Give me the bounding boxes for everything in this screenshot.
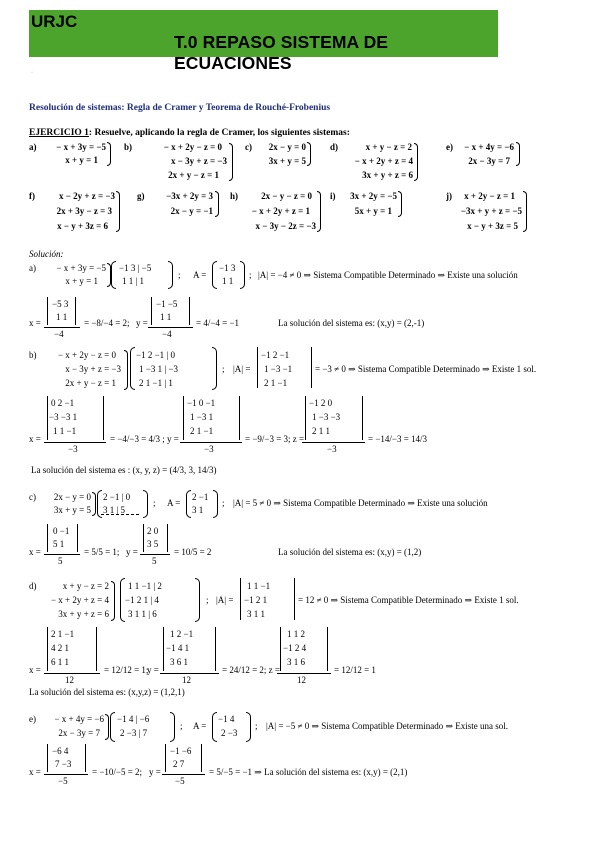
sol-b-y-num1: −1 0 −1 xyxy=(187,398,216,408)
section-title: Resolución de sistemas: Regla de Cramer y Teorema de Rouché-Frobenius xyxy=(29,103,331,113)
sol-d-y-den: 12 xyxy=(182,675,191,685)
sol-a-x-res: = −8/−4 = 2; xyxy=(84,318,130,328)
sol-e-y-label: y = xyxy=(149,767,161,777)
sol-e-y-bar-l xyxy=(165,744,166,772)
system-h-eq2: − x + 2y + z = 1 xyxy=(251,206,310,216)
sol-e-A-row2: 2 −3 xyxy=(221,728,238,738)
system-d-id: d) xyxy=(330,142,339,152)
sol-d-z-num2: −1 2 4 xyxy=(283,643,307,653)
solution-label: Solución: xyxy=(29,249,64,259)
system-e-id: e) xyxy=(446,142,453,152)
sol-e-x-num1: −6 4 xyxy=(52,746,69,756)
sol-e-aug-lparen xyxy=(110,712,115,742)
sol-c-sep2: ; xyxy=(222,498,225,508)
sol-d-eq2: − x + 2y + z = 4 xyxy=(50,595,109,605)
sol-b-det-row2: 1 −3 −1 xyxy=(264,364,293,374)
sol-d-det-text: = 12 ≠ 0 ⇒ Sistema Compatible Determinado ⇒ Existe 1 sol. xyxy=(298,595,519,605)
sol-b-det-bar-l xyxy=(257,347,258,388)
system-b-eq3: 2x + y − z = 1 xyxy=(168,170,219,180)
sol-d-x-num3: 6 1 1 xyxy=(51,657,69,667)
system-j-brace xyxy=(523,191,527,232)
sol-e-brace xyxy=(105,714,109,740)
system-j-id: j) xyxy=(446,191,452,201)
sol-a-A-row1: −1 3 xyxy=(219,263,236,273)
sol-b-y-label: y = xyxy=(167,434,179,444)
sol-e-aug-row1: −1 4 | −6 xyxy=(117,714,150,724)
system-a-id: a) xyxy=(29,142,37,152)
sol-d-eq1: x + y − z = 2 xyxy=(62,581,109,591)
sol-d-brace xyxy=(111,581,115,621)
sol-b-det-bar-r xyxy=(311,347,312,388)
sol-a-A-row2: 1 1 xyxy=(222,276,234,286)
system-g-brace xyxy=(215,191,219,217)
sol-b-sep: ; xyxy=(222,364,225,374)
sol-c-A-row2: 3 1 xyxy=(192,505,204,515)
system-i-brace xyxy=(398,191,402,217)
sol-b-x-res: = −4/−3 = 4/3 ; xyxy=(110,434,165,444)
sol-b-z-bar-r xyxy=(362,396,363,440)
sol-c-x-num1: 0 −1 xyxy=(53,526,70,536)
sol-a-y-bar-l xyxy=(151,297,152,325)
sol-e-A-rparen xyxy=(246,712,251,742)
sol-a-id: a) xyxy=(29,263,36,273)
sol-e-A-lparen xyxy=(212,712,217,742)
sol-c-x-label: x = xyxy=(29,547,41,557)
sol-e-x-res: = −10/−5 = 2; xyxy=(92,767,143,777)
system-g-eq2: 2x − y = −1 xyxy=(170,206,213,216)
sol-d-y-bar-r xyxy=(215,627,216,671)
sol-a-A-rparen xyxy=(240,261,245,289)
sol-d-y-bar-l xyxy=(163,627,164,671)
sol-d-aug-row3: 3 1 1 | 6 xyxy=(128,609,157,619)
sol-b-z-res: = −14/−3 = 14/3 xyxy=(368,434,428,444)
sol-d-aug-row2: −1 2 1 | 4 xyxy=(125,595,159,605)
sol-a-x-bar-r xyxy=(75,297,76,325)
sol-d-y-num2: −1 4 1 xyxy=(166,643,190,653)
sol-e-x-bar-l xyxy=(47,744,48,772)
title-banner xyxy=(29,10,498,73)
system-a-brace xyxy=(107,142,111,166)
system-j-eq3: x − y + 3z = 5 xyxy=(467,221,518,231)
sol-b-y-den: −3 xyxy=(204,444,214,454)
sol-e-aug-row2: 2 −3 | 7 xyxy=(120,728,148,738)
system-e-brace xyxy=(516,142,520,166)
sol-a-eq2: x + y = 1 xyxy=(65,276,98,286)
sol-d-result: La solución del sistema es: (x,y,z) = (1,2,1) xyxy=(29,687,185,697)
sol-d-z-res: = 12/12 = 1 xyxy=(334,665,376,675)
sol-b-y-num3: 2 1 −1 xyxy=(190,426,214,436)
system-b-eq2: x − 3y + z = −3 xyxy=(170,156,227,166)
sol-e-x-num2: 7 −3 xyxy=(55,759,72,769)
system-d-brace xyxy=(414,143,418,181)
exercise-heading xyxy=(29,128,350,138)
sol-b-eq1: − x + 2y − z = 0 xyxy=(57,350,116,360)
sol-e-det: |A| = −5 ≠ 0 ⇒ Sistema Compatible Determinado ⇒ Existe una sol. xyxy=(266,721,508,731)
sol-c-y-label: y = xyxy=(126,547,138,557)
sol-e-eq2: 2x − 3y = 7 xyxy=(58,728,100,738)
system-f-eq2: 2x + 3y − z = 3 xyxy=(56,206,112,216)
sol-e-x-den: −5 xyxy=(58,776,68,786)
sol-d-x-bar-l xyxy=(47,627,48,671)
sol-b-aug-row1: −1 2 −1 | 0 xyxy=(136,350,175,360)
sol-b-eq2: x − 3y + z = −3 xyxy=(65,364,121,374)
system-f-eq1: x − 2y + z = −3 xyxy=(58,191,115,201)
sol-d-det-bar-r xyxy=(294,578,295,620)
page-title: T.0 REPASO SISTEMA DE ECUACIONES xyxy=(174,32,389,73)
sol-a-x-num2: 1 1 xyxy=(56,312,68,322)
sol-c-A-row1: 2 −1 xyxy=(192,492,209,502)
sol-c-x-res: = 5/5 = 1; xyxy=(84,547,120,557)
sol-e-x-bar-r xyxy=(85,744,86,772)
sol-e-aug-rparen xyxy=(170,712,175,742)
sol-c-A-rparen xyxy=(213,490,218,518)
system-d-eq2: − x + 2y + z = 4 xyxy=(354,156,413,166)
sol-c-x-num2: 5 1 xyxy=(53,539,65,549)
sol-c-A-label: A = xyxy=(167,498,181,508)
system-f-id: f) xyxy=(29,191,35,201)
sol-a-det: |A| = −4 ≠ 0 ⇒ Sistema Compatible Determinado ⇒ Existe una solución xyxy=(258,270,518,280)
sol-b-z-num1: −1 2 0 xyxy=(309,398,333,408)
sol-a-x-num1: −5 3 xyxy=(52,299,69,309)
sol-b-aug-row3: 2 1 −1 | 1 xyxy=(139,378,173,388)
system-g-id: g) xyxy=(137,191,145,201)
system-b-eq1: − x + 2y − z = 0 xyxy=(163,142,222,152)
sol-c-dash xyxy=(101,514,139,515)
sol-d-y-label: y = xyxy=(147,665,159,675)
sol-b-z-bar-l xyxy=(305,396,306,440)
system-h-eq3: x − 3y − 2z = −3 xyxy=(255,221,316,231)
sol-b-x-num1: 0 2 −1 xyxy=(51,398,75,408)
sol-a-y-num2: 1 1 xyxy=(160,312,172,322)
sol-c-eq2: 3x + y = 5 xyxy=(53,505,91,515)
sol-c-y-bar-l xyxy=(143,524,144,552)
sol-a-y-num1: −1 −5 xyxy=(156,299,178,309)
sol-d-z-bar-l xyxy=(280,627,281,671)
sol-b-y-bar-l xyxy=(183,396,184,440)
sol-b-x-label: x = xyxy=(29,434,41,444)
sol-d-id: d) xyxy=(29,581,37,591)
sol-c-eq1: 2x − y = 0 xyxy=(53,492,91,502)
sol-b-y-bar-r xyxy=(239,396,240,440)
system-c-eq2: 3x + y = 5 xyxy=(268,156,306,166)
sol-c-x-bar-l xyxy=(47,524,48,552)
system-i-eq2: 5x + y = 1 xyxy=(354,206,392,216)
sol-c-sep: ; xyxy=(153,498,156,508)
sol-d-x-num1: 2 1 −1 xyxy=(51,629,75,639)
sol-a-sep: ; xyxy=(178,270,181,280)
system-i-id: i) xyxy=(330,191,336,201)
sol-a-aug-rparen xyxy=(168,261,173,289)
system-h-brace xyxy=(317,191,321,232)
sol-c-det: |A| = 5 ≠ 0 ⇒ Sistema Compatible Determinado ⇒ Existe una solución xyxy=(233,498,488,508)
sol-b-det-text: = −3 ≠ 0 ⇒ Sistema Compatible Determinado ⇒ Existe 1 sol. xyxy=(315,364,537,374)
sol-c-y-num1: 2 0 xyxy=(147,526,159,536)
system-c-id: c) xyxy=(245,142,252,152)
sol-d-det-row3: 3 1 1 xyxy=(247,609,265,619)
sol-b-z-num2: 1 −3 −3 xyxy=(312,412,341,422)
sol-b-z-den: −3 xyxy=(327,444,337,454)
sol-a-y-bar-r xyxy=(189,297,190,325)
sol-d-x-den: 12 xyxy=(65,675,74,685)
sol-d-x-res: = 12/12 = 1; xyxy=(104,665,149,675)
system-i-eq1: 3x + 2y = −5 xyxy=(350,191,397,201)
sol-e-y-res: = 5/−5 = −1 ⇒ La solución del sistema es: (x,y) = (2,1) xyxy=(209,767,408,777)
sol-d-y-num1: 1 2 −1 xyxy=(170,629,194,639)
sol-a-x-label: x = xyxy=(29,318,41,328)
sol-b-aug-rparen xyxy=(212,347,217,390)
sol-b-A-abs: |A| = xyxy=(233,364,251,374)
sol-b-det-row1: −1 2 −1 xyxy=(261,350,290,360)
sol-d-det-row2: −1 2 1 xyxy=(244,595,268,605)
sol-e-id: e) xyxy=(29,714,36,724)
sol-c-x-bar-r xyxy=(77,524,78,552)
sol-b-z-num3: 2 1 1 xyxy=(312,426,330,436)
sol-e-y-bar-r xyxy=(201,744,202,772)
sol-b-x-bar-r xyxy=(103,396,104,440)
system-h-id: h) xyxy=(230,191,239,201)
sol-e-y-num1: −1 −6 xyxy=(170,746,192,756)
sol-c-aug-row2: 3 1 | 5 xyxy=(103,505,126,515)
sol-c-brace xyxy=(92,492,96,516)
sol-c-aug-rparen xyxy=(143,490,148,518)
system-e-eq1: − x + 4y = −6 xyxy=(464,142,514,152)
sol-a-result: La solución del sistema es: (x,y) = (2,-1) xyxy=(278,318,425,328)
sol-d-z-num1: 1 1 2 xyxy=(287,629,305,639)
system-h-eq1: 2x − y − z = 0 xyxy=(261,191,312,201)
system-b-brace xyxy=(229,143,233,181)
sol-e-x-label: x = xyxy=(29,767,41,777)
sol-a-y-label: y = xyxy=(136,318,148,328)
sol-b-id: b) xyxy=(29,350,37,360)
sol-d-z-den: 12 xyxy=(297,675,306,685)
sol-a-A-label: A = xyxy=(193,270,207,280)
sol-c-y-den: 5 xyxy=(152,556,157,566)
sol-d-x-num2: 4 2 1 xyxy=(51,643,69,653)
sol-d-x-label: x = xyxy=(29,665,41,675)
sol-d-x-bar-r xyxy=(96,627,97,671)
sol-b-y-res: = −9/−3 = 3; z = xyxy=(245,434,305,444)
system-d-eq1: x + y − z = 2 xyxy=(365,142,412,152)
sol-b-brace xyxy=(124,350,128,390)
sol-a-aug-row2: 1 1 | 1 xyxy=(122,276,145,286)
sol-a-aug-row1: −1 3 | −5 xyxy=(119,263,152,273)
sol-c-x-den: 5 xyxy=(58,556,63,566)
sol-c-aug-row1: 2 −1 | 0 xyxy=(103,492,131,502)
sol-b-y-num2: 1 −3 1 xyxy=(190,412,214,422)
sol-b-aug-lparen xyxy=(130,347,135,390)
sol-d-det-bar-l xyxy=(240,578,241,620)
sol-b-eq3: 2x + y − z = 1 xyxy=(65,378,116,388)
sol-e-A-label: A = xyxy=(193,721,207,731)
sol-a-sep2: ; xyxy=(249,270,252,280)
system-j-eq1: x + 2y − z = 1 xyxy=(464,191,515,201)
system-f-eq3: x − y + 3z = 6 xyxy=(57,221,108,231)
sol-e-sep: ; xyxy=(180,721,183,731)
system-j-eq2: −3x + y + z = −5 xyxy=(460,206,522,216)
system-c-eq1: 2x − y = 0 xyxy=(268,142,306,152)
sol-d-z-bar-r xyxy=(327,627,328,671)
sol-d-aug-rparen xyxy=(195,578,200,622)
small-mark: · xyxy=(31,70,33,76)
sol-d-A-abs: |A| = xyxy=(216,595,234,605)
sol-a-x-den: −4 xyxy=(54,329,64,339)
sol-c-result: La solución del sistema es: (x,y) = (1,2) xyxy=(278,547,422,557)
sol-d-y-res: = 24/12 = 2; z = xyxy=(222,665,280,675)
system-e-eq2: 2x − 3y = 7 xyxy=(468,156,510,166)
sol-c-y-bar-r xyxy=(167,524,168,552)
sol-e-A-row1: −1 4 xyxy=(218,714,235,724)
sol-b-x-num2: −3 −3 1 xyxy=(49,412,78,422)
sol-a-aug-lparen xyxy=(111,261,116,289)
sol-d-eq3: 3x + y + z = 6 xyxy=(58,609,109,619)
sol-a-y-den: −4 xyxy=(162,329,172,339)
sol-a-y-res: = 4/−4 = −1 xyxy=(196,318,240,328)
sol-b-aug-row2: 1 −3 1 | −3 xyxy=(139,364,178,374)
sol-b-result: La solución del sistema es : (x, y, z) = (4/3, 3, 14/3) xyxy=(31,465,217,475)
sol-a-x-bar-l xyxy=(47,297,48,325)
sol-d-sep: ; xyxy=(206,595,209,605)
sol-c-id: c) xyxy=(29,492,36,502)
sol-d-z-num3: 3 1 6 xyxy=(287,657,305,667)
sol-d-aug-row1: 1 1 −1 | 2 xyxy=(128,581,162,591)
sol-e-sep2: ; xyxy=(255,721,258,731)
system-g-eq1: −3x + 2y = 3 xyxy=(166,191,213,201)
system-f-brace xyxy=(116,191,120,232)
system-a-eq1: − x + 3y = −5 xyxy=(56,142,106,152)
system-a-eq2: x + y = 1 xyxy=(65,155,98,165)
sol-e-eq1: − x + 4y = −6 xyxy=(54,714,104,724)
sol-e-y-num2: 2 7 xyxy=(173,759,185,769)
sol-d-det-row1: 1 1 −1 xyxy=(247,581,271,591)
system-c-brace xyxy=(307,142,311,166)
exercise-label: EJERCICIO 1 xyxy=(29,128,89,138)
system-b-id: b) xyxy=(124,142,133,152)
brand-logo-text: URJC xyxy=(31,12,78,31)
sol-d-y-num3: 3 6 1 xyxy=(170,657,188,667)
sol-a-eq1: − x + 3y = −5 xyxy=(56,263,106,273)
exercise-text: : Resuelve, aplicando la regla de Cramer, los siguientes sistemas: xyxy=(88,128,350,138)
sol-b-x-den: −3 xyxy=(68,444,78,454)
sol-a-A-lparen xyxy=(212,261,217,289)
sol-c-A-lparen xyxy=(186,490,191,518)
sol-c-y-res: = 10/5 = 2 xyxy=(174,547,212,557)
sol-c-y-num2: 3 5 xyxy=(147,539,159,549)
sol-b-x-num3: 1 1 −1 xyxy=(53,426,77,436)
sol-e-y-den: −5 xyxy=(175,776,185,786)
sol-b-x-bar-l xyxy=(47,396,48,440)
system-d-eq3: 3x + y + z = 6 xyxy=(362,170,413,180)
sol-b-det-row3: 2 1 −1 xyxy=(264,378,288,388)
